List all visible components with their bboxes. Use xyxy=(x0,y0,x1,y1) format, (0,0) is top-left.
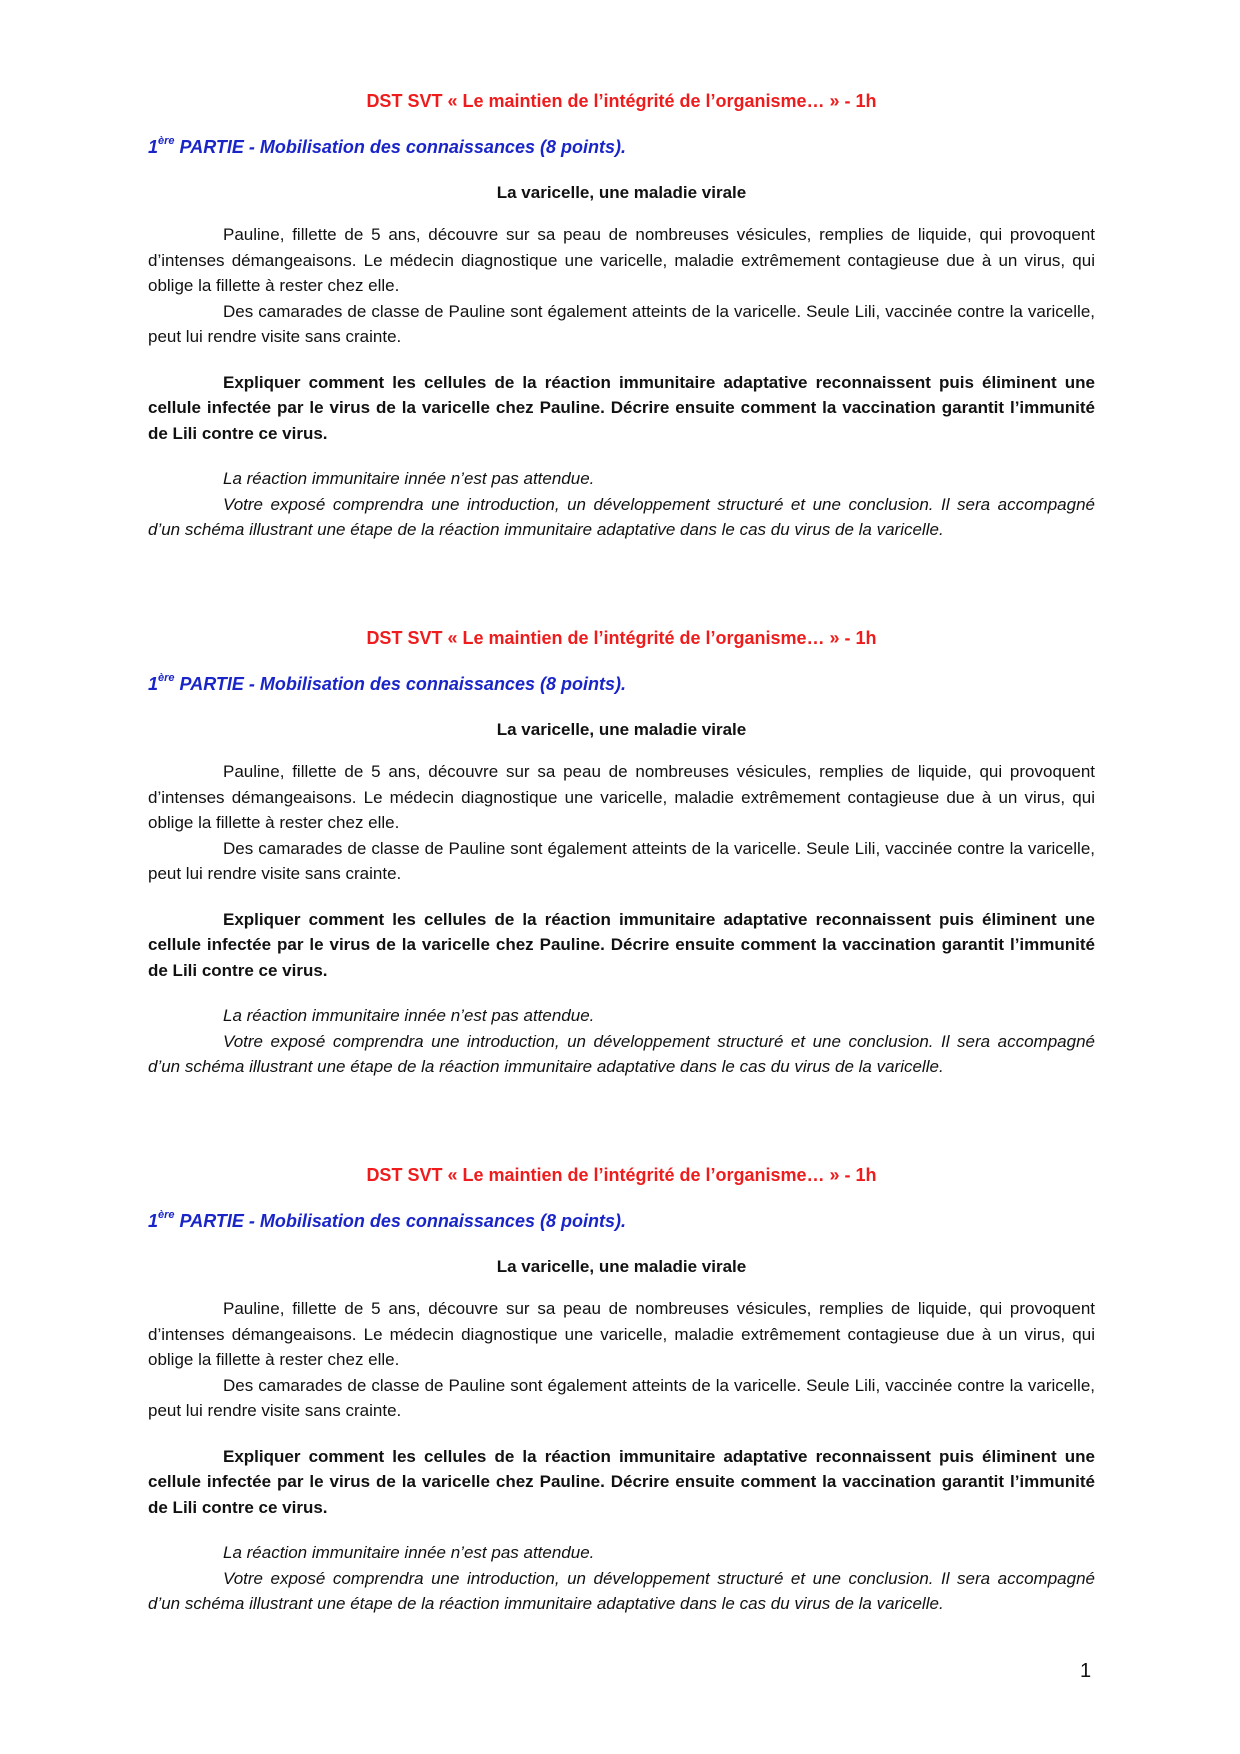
context-paragraph-1: Pauline, fillette de 5 ans, découvre sur sa peau de nombreuses vésicules, remplies de liquide, qui provoquent d’intenses démangeaisons. Le médecin diagnostique une varicelle, maladie extrêmement contagieuse due à un virus, qui oblige la fillette à rester chez elle. xyxy=(148,1299,1095,1369)
instruction-note-2: Votre exposé comprendra une introduction, un développement structuré et une conclusion. Il sera accompagné d’un schéma illustrant une étape de la réaction immunitaire adaptative dans le cas du virus de la varicelle. xyxy=(148,494,1095,539)
instruction-note-2: Votre exposé comprendra une introduction, un développement structuré et une conclusion. Il sera accompagné d’un schéma illustrant une étape de la réaction immunitaire adaptative dans le cas du virus de la varicelle. xyxy=(148,1568,1095,1613)
context-paragraph-1: Pauline, fillette de 5 ans, découvre sur sa peau de nombreuses vésicules, remplies de liquide, qui provoquent d’intenses démangeaisons. Le médecin diagnostique une varicelle, maladie extrêmement contagieuse due à un virus, qui oblige la fillette à rester chez elle. xyxy=(148,762,1095,832)
page-number: 1 xyxy=(1080,1660,1092,1682)
instruction-note-1: La réaction immunitaire innée n’est pas attendue. xyxy=(223,1006,595,1025)
context-paragraph-1: Pauline, fillette de 5 ans, découvre sur sa peau de nombreuses vésicules, remplies de liquide, qui provoquent d’intenses démangeaisons. Le médecin diagnostique une varicelle, maladie extrêmement contagieuse due à un virus, qui oblige la fillette à rester chez elle. xyxy=(148,225,1095,295)
question-text: Expliquer comment les cellules de la réaction immunitaire adaptative reconnaissent puis éliminent une cellule infectée par le virus de la varicelle chez Pauline. Décrire ensuite comment la vaccination garantit l’immunité de Lili contre ce virus. xyxy=(148,372,1095,443)
instruction-note-1: La réaction immunitaire innée n’est pas attendue. xyxy=(223,1543,595,1562)
instruction-note-1: La réaction immunitaire innée n’est pas attendue. xyxy=(223,469,595,488)
question-text: Expliquer comment les cellules de la réaction immunitaire adaptative reconnaissent puis éliminent une cellule infectée par le virus de la varicelle chez Pauline. Décrire ensuite comment la vaccination garantit l’immunité de Lili contre ce virus. xyxy=(148,1446,1095,1517)
exercise-block xyxy=(148,88,1095,625)
exam-title: DST SVT « Le maintien de l’intégrité de l’organisme… » - 1h xyxy=(366,91,877,111)
part-ordinal-suffix: ère xyxy=(158,1209,175,1221)
document-page xyxy=(148,88,1095,1699)
exercise-subtitle: La varicelle, une maladie virale xyxy=(496,1257,747,1276)
part-ordinal-suffix: ère xyxy=(158,672,175,684)
exercise-subtitle: La varicelle, une maladie virale xyxy=(496,720,747,739)
part-label: PARTIE - Mobilisation des connaissances (8 points). xyxy=(174,137,626,157)
context-paragraph-2: Des camarades de classe de Pauline sont également atteints de la varicelle. Seule Lili, vaccinée contre la varicelle, peut lui rendre visite sans crainte. xyxy=(148,1375,1095,1420)
exam-title: DST SVT « Le maintien de l’intégrité de l’organisme… » - 1h xyxy=(366,1165,877,1185)
part-number: 1 xyxy=(148,674,159,694)
part-heading xyxy=(148,1208,1095,1234)
part-ordinal-suffix: ère xyxy=(158,135,175,147)
context-paragraph-2: Des camarades de classe de Pauline sont également atteints de la varicelle. Seule Lili, vaccinée contre la varicelle, peut lui rendre visite sans crainte. xyxy=(148,838,1095,883)
part-label: PARTIE - Mobilisation des connaissances (8 points). xyxy=(174,1211,626,1231)
exercise-subtitle: La varicelle, une maladie virale xyxy=(496,183,747,202)
part-number: 1 xyxy=(148,137,159,157)
part-heading xyxy=(148,671,1095,697)
exercise-block xyxy=(148,1162,1095,1699)
context-paragraph-2: Des camarades de classe de Pauline sont également atteints de la varicelle. Seule Lili, vaccinée contre la varicelle, peut lui rendre visite sans crainte. xyxy=(148,301,1095,346)
part-number: 1 xyxy=(148,1211,159,1231)
part-heading xyxy=(148,134,1095,160)
exercise-block xyxy=(148,625,1095,1162)
instruction-note-2: Votre exposé comprendra une introduction, un développement structuré et une conclusion. Il sera accompagné d’un schéma illustrant une étape de la réaction immunitaire adaptative dans le cas du virus de la varicelle. xyxy=(148,1031,1095,1076)
part-label: PARTIE - Mobilisation des connaissances (8 points). xyxy=(174,674,626,694)
question-text: Expliquer comment les cellules de la réaction immunitaire adaptative reconnaissent puis éliminent une cellule infectée par le virus de la varicelle chez Pauline. Décrire ensuite comment la vaccination garantit l’immunité de Lili contre ce virus. xyxy=(148,909,1095,980)
exam-title: DST SVT « Le maintien de l’intégrité de l’organisme… » - 1h xyxy=(366,628,877,648)
